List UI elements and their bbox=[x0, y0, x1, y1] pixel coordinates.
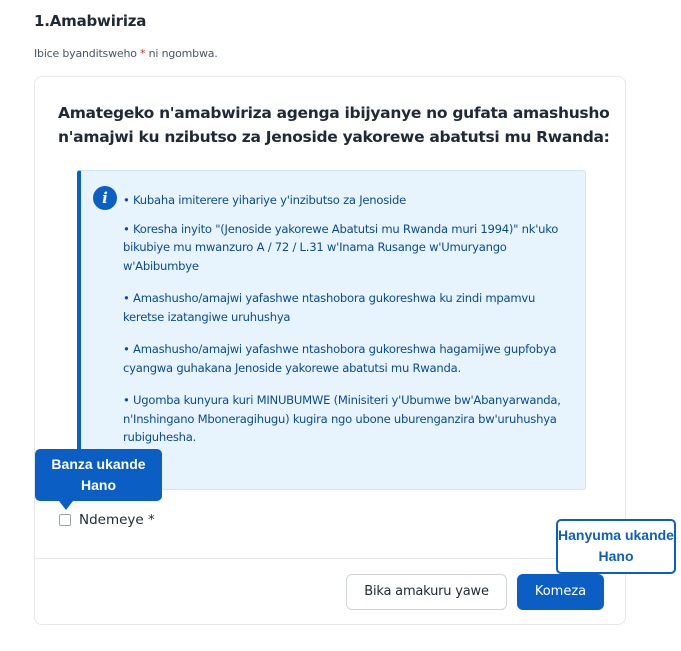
required-note-suffix: ni ngombwa. bbox=[145, 47, 218, 60]
required-note bbox=[34, 47, 218, 60]
agree-required-star: * bbox=[148, 512, 155, 528]
info-item: • Koresha inyito "(Jenoside yakorewe Abatutsi mu Rwanda muri 1994)" nk'uko bikubiye mu mwanzuro A / 72 / L.31 w'Inama Rusange w'Umuryango w'Abibumbye bbox=[123, 221, 559, 273]
required-note-prefix: Ibice byanditsweho bbox=[34, 47, 141, 60]
save-button[interactable]: Bika amakuru yawe bbox=[346, 574, 507, 610]
agree-row[interactable] bbox=[59, 512, 155, 528]
agree-label bbox=[79, 512, 155, 528]
callout-click-next: Hanyuma ukande Hano bbox=[556, 519, 676, 574]
agree-label-text: Ndemeye bbox=[79, 512, 144, 528]
info-item: • Ugomba kunyura kuri MINUBUMWE (Minisiteri y'Ubumwe bw'Abanyarwanda, n'Inshingano Mboneragihugu) kugira ngo ubone uburenganzira bw'uruhushya rubiguhesha. bbox=[123, 393, 561, 444]
info-item: • Kubaha imiterere yihariye y'inzibutso za Jenoside bbox=[123, 193, 406, 207]
info-box bbox=[77, 170, 586, 490]
info-item: • Amashusho/amajwi yafashwe ntashobora gukoreshwa hagamijwe gupfobya cyangwa guhakana Jenoside yakorewe abatutsi mu Rwanda. bbox=[123, 342, 557, 375]
divider bbox=[35, 558, 625, 559]
required-star: * bbox=[140, 47, 146, 60]
continue-button[interactable]: Komeza bbox=[517, 574, 604, 610]
info-item: • Amashusho/amajwi yafashwe ntashobora gukoreshwa ku zindi mpamvu keretse izatangiwe uruhushya bbox=[123, 291, 536, 324]
info-list bbox=[123, 191, 573, 461]
terms-card bbox=[34, 76, 626, 625]
step-title: 1.Amabwiriza bbox=[34, 12, 147, 30]
info-icon: i bbox=[93, 186, 117, 210]
callout-click-first: Banza ukande Hano bbox=[35, 449, 162, 501]
card-heading: Amategeko n'amabwiriza agenga ibijyanye no gufata amashusho n'amajwi ku nzibutso za Jenoside yakorewe abatutsi mu Rwanda: bbox=[58, 104, 610, 146]
agree-checkbox[interactable] bbox=[59, 514, 71, 526]
